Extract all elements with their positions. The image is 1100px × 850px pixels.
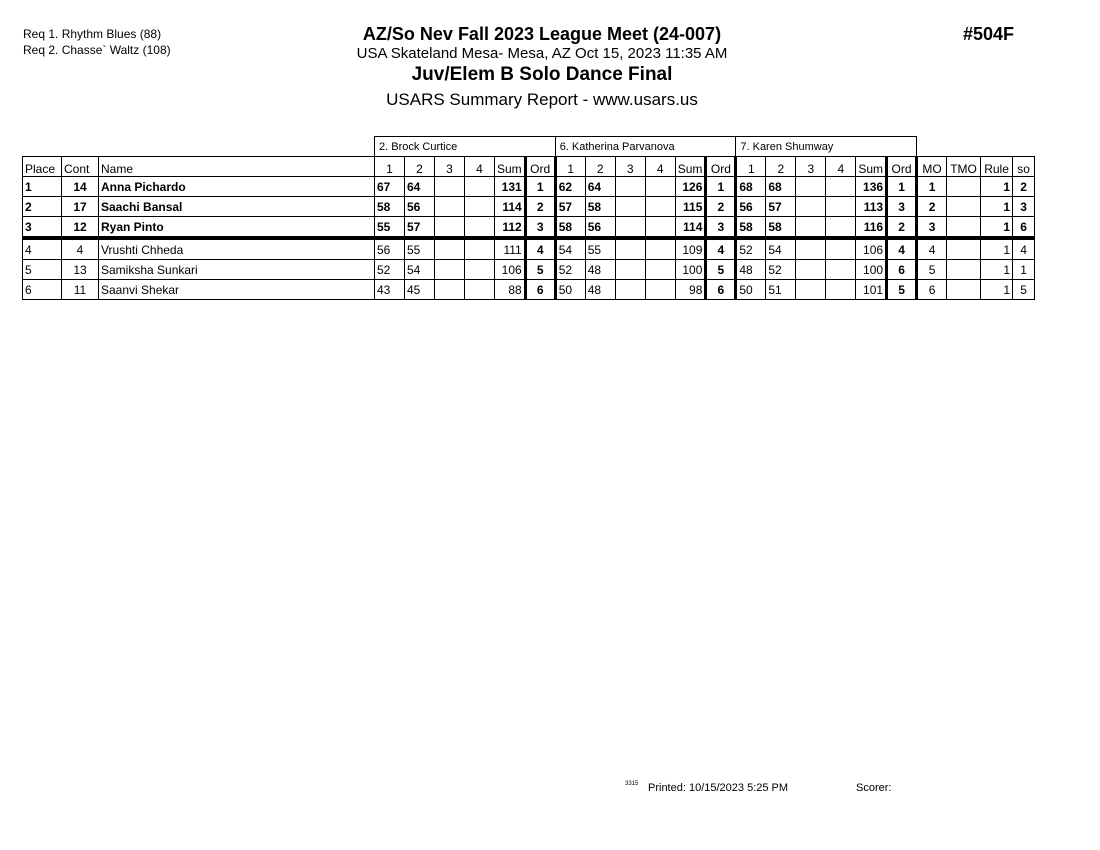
judge-sum: 115 <box>675 197 706 217</box>
judge-score-3 <box>796 217 826 239</box>
tmo-cell <box>947 280 981 300</box>
judge-score-4 <box>826 217 856 239</box>
judge-score-2: 56 <box>585 217 615 239</box>
judge-ordinal: 5 <box>525 260 555 280</box>
judge-score-4 <box>645 260 675 280</box>
requirement-2: Req 2. Chasse` Waltz (108) <box>23 43 171 57</box>
col-j2-2: 2 <box>585 157 615 177</box>
cont-cell: 12 <box>62 217 99 239</box>
judge-score-2: 45 <box>405 280 435 300</box>
judge-1-name: 2. Brock Curtice <box>375 137 556 157</box>
judge-score-3 <box>615 217 645 239</box>
judge-score-2: 64 <box>405 177 435 197</box>
judge-score-1: 54 <box>555 238 585 260</box>
judge-ordinal: 2 <box>706 197 736 217</box>
judge-score-1: 57 <box>555 197 585 217</box>
rule-cell: 1 <box>981 197 1013 217</box>
judge-score-3 <box>796 260 826 280</box>
tmo-cell <box>947 260 981 280</box>
judge-score-3 <box>435 197 465 217</box>
judge-score-1: 56 <box>736 197 766 217</box>
result-row <box>23 238 1035 260</box>
judge-ordinal: 6 <box>525 280 555 300</box>
judge-score-2: 54 <box>405 260 435 280</box>
col-j2-1: 1 <box>555 157 585 177</box>
judge-score-4 <box>645 177 675 197</box>
judge-score-3 <box>796 177 826 197</box>
footer-code: 3315 <box>625 781 639 787</box>
judge-score-4 <box>465 217 495 239</box>
judge-score-1: 50 <box>736 280 766 300</box>
judge-sum: 100 <box>856 260 887 280</box>
judge-score-3 <box>796 238 826 260</box>
judge-score-2: 55 <box>405 238 435 260</box>
judge-score-1: 55 <box>375 217 405 239</box>
col-j3-3: 3 <box>796 157 826 177</box>
judge-sum: 114 <box>675 217 706 239</box>
judge-score-1: 56 <box>375 238 405 260</box>
col-j3-sum: Sum <box>856 157 887 177</box>
judge-score-1: 48 <box>736 260 766 280</box>
col-j2-ord: Ord <box>706 157 736 177</box>
judge-score-3 <box>435 260 465 280</box>
rule-cell: 1 <box>981 217 1013 239</box>
result-row <box>23 197 1035 217</box>
judge-score-2: 54 <box>766 238 796 260</box>
col-j1-3: 3 <box>435 157 465 177</box>
col-j3-ord: Ord <box>887 157 917 177</box>
judge-sum: 101 <box>856 280 887 300</box>
cont-cell: 4 <box>62 238 99 260</box>
judge-score-2: 68 <box>766 177 796 197</box>
judge-ordinal: 1 <box>887 177 917 197</box>
judge-score-1: 68 <box>736 177 766 197</box>
name-cell: Vrushti Chheda <box>99 238 375 260</box>
judge-score-3 <box>615 177 645 197</box>
judge-sum: 116 <box>856 217 887 239</box>
so-cell: 3 <box>1013 197 1035 217</box>
judge-score-4 <box>465 280 495 300</box>
name-cell: Samiksha Sunkari <box>99 260 375 280</box>
mo-cell: 5 <box>917 260 947 280</box>
requirement-1: Req 1. Rhythm Blues (88) <box>23 27 162 41</box>
judge-score-1: 58 <box>736 217 766 239</box>
meet-title: AZ/So Nev Fall 2023 League Meet (24-007) <box>362 24 722 44</box>
col-j2-sum: Sum <box>675 157 706 177</box>
so-cell: 5 <box>1013 280 1035 300</box>
judge-sum: 114 <box>495 197 526 217</box>
col-j1-2: 2 <box>405 157 435 177</box>
judge-sum: 136 <box>856 177 887 197</box>
judge-sum: 126 <box>675 177 706 197</box>
judge-sum: 106 <box>856 238 887 260</box>
so-cell: 1 <box>1013 260 1035 280</box>
mo-cell: 3 <box>917 217 947 239</box>
judge-score-4 <box>645 217 675 239</box>
judge-score-4 <box>465 260 495 280</box>
place-cell: 1 <box>23 177 62 197</box>
judge-score-2: 57 <box>766 197 796 217</box>
judge-score-4 <box>645 238 675 260</box>
judge-score-1: 52 <box>555 260 585 280</box>
col-j1-ord: Ord <box>525 157 555 177</box>
judge-score-2: 48 <box>585 280 615 300</box>
judge-ordinal: 3 <box>887 197 917 217</box>
tmo-cell <box>947 217 981 239</box>
judge-score-4 <box>645 280 675 300</box>
column-header-row <box>23 157 1035 177</box>
rule-cell: 1 <box>981 260 1013 280</box>
cont-cell: 17 <box>62 197 99 217</box>
event-number: #504F <box>963 24 1015 44</box>
report-title: USARS Summary Report - www.usars.us <box>386 90 698 109</box>
judge-3-name: 7. Karen Shumway <box>736 137 917 157</box>
judge-score-4 <box>645 197 675 217</box>
judge-score-2: 52 <box>766 260 796 280</box>
so-cell: 6 <box>1013 217 1035 239</box>
tmo-cell <box>947 177 981 197</box>
judge-ordinal: 6 <box>706 280 736 300</box>
judge-score-3 <box>435 238 465 260</box>
place-cell: 3 <box>23 217 62 239</box>
judge-sum: 98 <box>675 280 706 300</box>
tmo-cell <box>947 197 981 217</box>
col-rule: Rule <box>981 157 1013 177</box>
mo-cell: 1 <box>917 177 947 197</box>
result-row <box>23 177 1035 197</box>
result-row <box>23 280 1035 300</box>
judge-ordinal: 4 <box>525 238 555 260</box>
judge-score-2: 56 <box>405 197 435 217</box>
cont-cell: 14 <box>62 177 99 197</box>
judge-ordinal: 2 <box>887 217 917 239</box>
col-j1-4: 4 <box>465 157 495 177</box>
judge-score-4 <box>465 197 495 217</box>
event-title: Juv/Elem B Solo Dance Final <box>411 64 673 85</box>
judge-score-3 <box>615 260 645 280</box>
judge-score-3 <box>435 177 465 197</box>
col-j3-4: 4 <box>826 157 856 177</box>
judge-ordinal: 4 <box>887 238 917 260</box>
results-table <box>22 136 1035 300</box>
col-j2-3: 3 <box>615 157 645 177</box>
judge-ordinal: 5 <box>706 260 736 280</box>
judge-sum: 131 <box>495 177 526 197</box>
rule-cell: 1 <box>981 238 1013 260</box>
rule-cell: 1 <box>981 177 1013 197</box>
judge-score-4 <box>465 238 495 260</box>
judge-ordinal: 6 <box>887 260 917 280</box>
judge-score-3 <box>615 280 645 300</box>
cont-cell: 11 <box>62 280 99 300</box>
col-j1-1: 1 <box>375 157 405 177</box>
judge-score-3 <box>796 280 826 300</box>
name-cell: Ryan Pinto <box>99 217 375 239</box>
col-so: so <box>1013 157 1035 177</box>
place-cell: 2 <box>23 197 62 217</box>
judge-score-4 <box>826 238 856 260</box>
judge-score-1: 67 <box>375 177 405 197</box>
judge-score-1: 52 <box>375 260 405 280</box>
judge-score-4 <box>826 177 856 197</box>
judge-score-2: 51 <box>766 280 796 300</box>
col-tmo: TMO <box>947 157 981 177</box>
col-j3-2: 2 <box>766 157 796 177</box>
result-row <box>23 260 1035 280</box>
place-cell: 5 <box>23 260 62 280</box>
col-j1-sum: Sum <box>495 157 526 177</box>
place-cell: 6 <box>23 280 62 300</box>
col-place: Place <box>23 157 62 177</box>
mo-cell: 4 <box>917 238 947 260</box>
judge-score-1: 52 <box>736 238 766 260</box>
col-j3-1: 1 <box>736 157 766 177</box>
judge-score-3 <box>615 238 645 260</box>
judge-score-1: 58 <box>555 217 585 239</box>
judge-header-row <box>23 137 1035 157</box>
judge-score-2: 64 <box>585 177 615 197</box>
judge-sum: 88 <box>495 280 526 300</box>
judge-ordinal: 3 <box>525 217 555 239</box>
judge-score-2: 58 <box>766 217 796 239</box>
judge-score-3 <box>796 197 826 217</box>
judge-sum: 106 <box>495 260 526 280</box>
judge-score-2: 58 <box>585 197 615 217</box>
mo-cell: 2 <box>917 197 947 217</box>
judge-ordinal: 1 <box>706 177 736 197</box>
so-cell: 4 <box>1013 238 1035 260</box>
judge-score-2: 55 <box>585 238 615 260</box>
mo-cell: 6 <box>917 280 947 300</box>
printed-timestamp: Printed: 10/15/2023 5:25 PM <box>648 782 789 794</box>
judge-score-3 <box>615 197 645 217</box>
judge-score-4 <box>826 197 856 217</box>
judge-score-4 <box>826 260 856 280</box>
judge-score-4 <box>826 280 856 300</box>
name-cell: Saanvi Shekar <box>99 280 375 300</box>
judge-score-4 <box>465 177 495 197</box>
result-row <box>23 217 1035 239</box>
judge-ordinal: 2 <box>525 197 555 217</box>
name-cell: Anna Pichardo <box>99 177 375 197</box>
judge-2-name: 6. Katherina Parvanova <box>555 137 736 157</box>
judge-score-1: 43 <box>375 280 405 300</box>
judge-sum: 109 <box>675 238 706 260</box>
judge-ordinal: 3 <box>706 217 736 239</box>
judge-score-3 <box>435 217 465 239</box>
so-cell: 2 <box>1013 177 1035 197</box>
judge-score-2: 48 <box>585 260 615 280</box>
judge-ordinal: 4 <box>706 238 736 260</box>
judge-score-1: 62 <box>555 177 585 197</box>
judge-score-1: 58 <box>375 197 405 217</box>
name-cell: Saachi Bansal <box>99 197 375 217</box>
tmo-cell <box>947 238 981 260</box>
col-cont: Cont <box>62 157 99 177</box>
judge-score-1: 50 <box>555 280 585 300</box>
judge-sum: 113 <box>856 197 887 217</box>
col-name: Name <box>99 157 375 177</box>
judge-score-3 <box>435 280 465 300</box>
judge-ordinal: 5 <box>887 280 917 300</box>
judge-sum: 112 <box>495 217 526 239</box>
meet-subtitle: USA Skateland Mesa- Mesa, AZ Oct 15, 2023 11:35 AM <box>356 45 728 62</box>
cont-cell: 13 <box>62 260 99 280</box>
judge-sum: 100 <box>675 260 706 280</box>
judge-sum: 111 <box>495 238 526 260</box>
rule-cell: 1 <box>981 280 1013 300</box>
judge-ordinal: 1 <box>525 177 555 197</box>
place-cell: 4 <box>23 238 62 260</box>
col-mo: MO <box>917 157 947 177</box>
scorer-label: Scorer: <box>856 782 892 794</box>
col-j2-4: 4 <box>645 157 675 177</box>
judge-score-2: 57 <box>405 217 435 239</box>
